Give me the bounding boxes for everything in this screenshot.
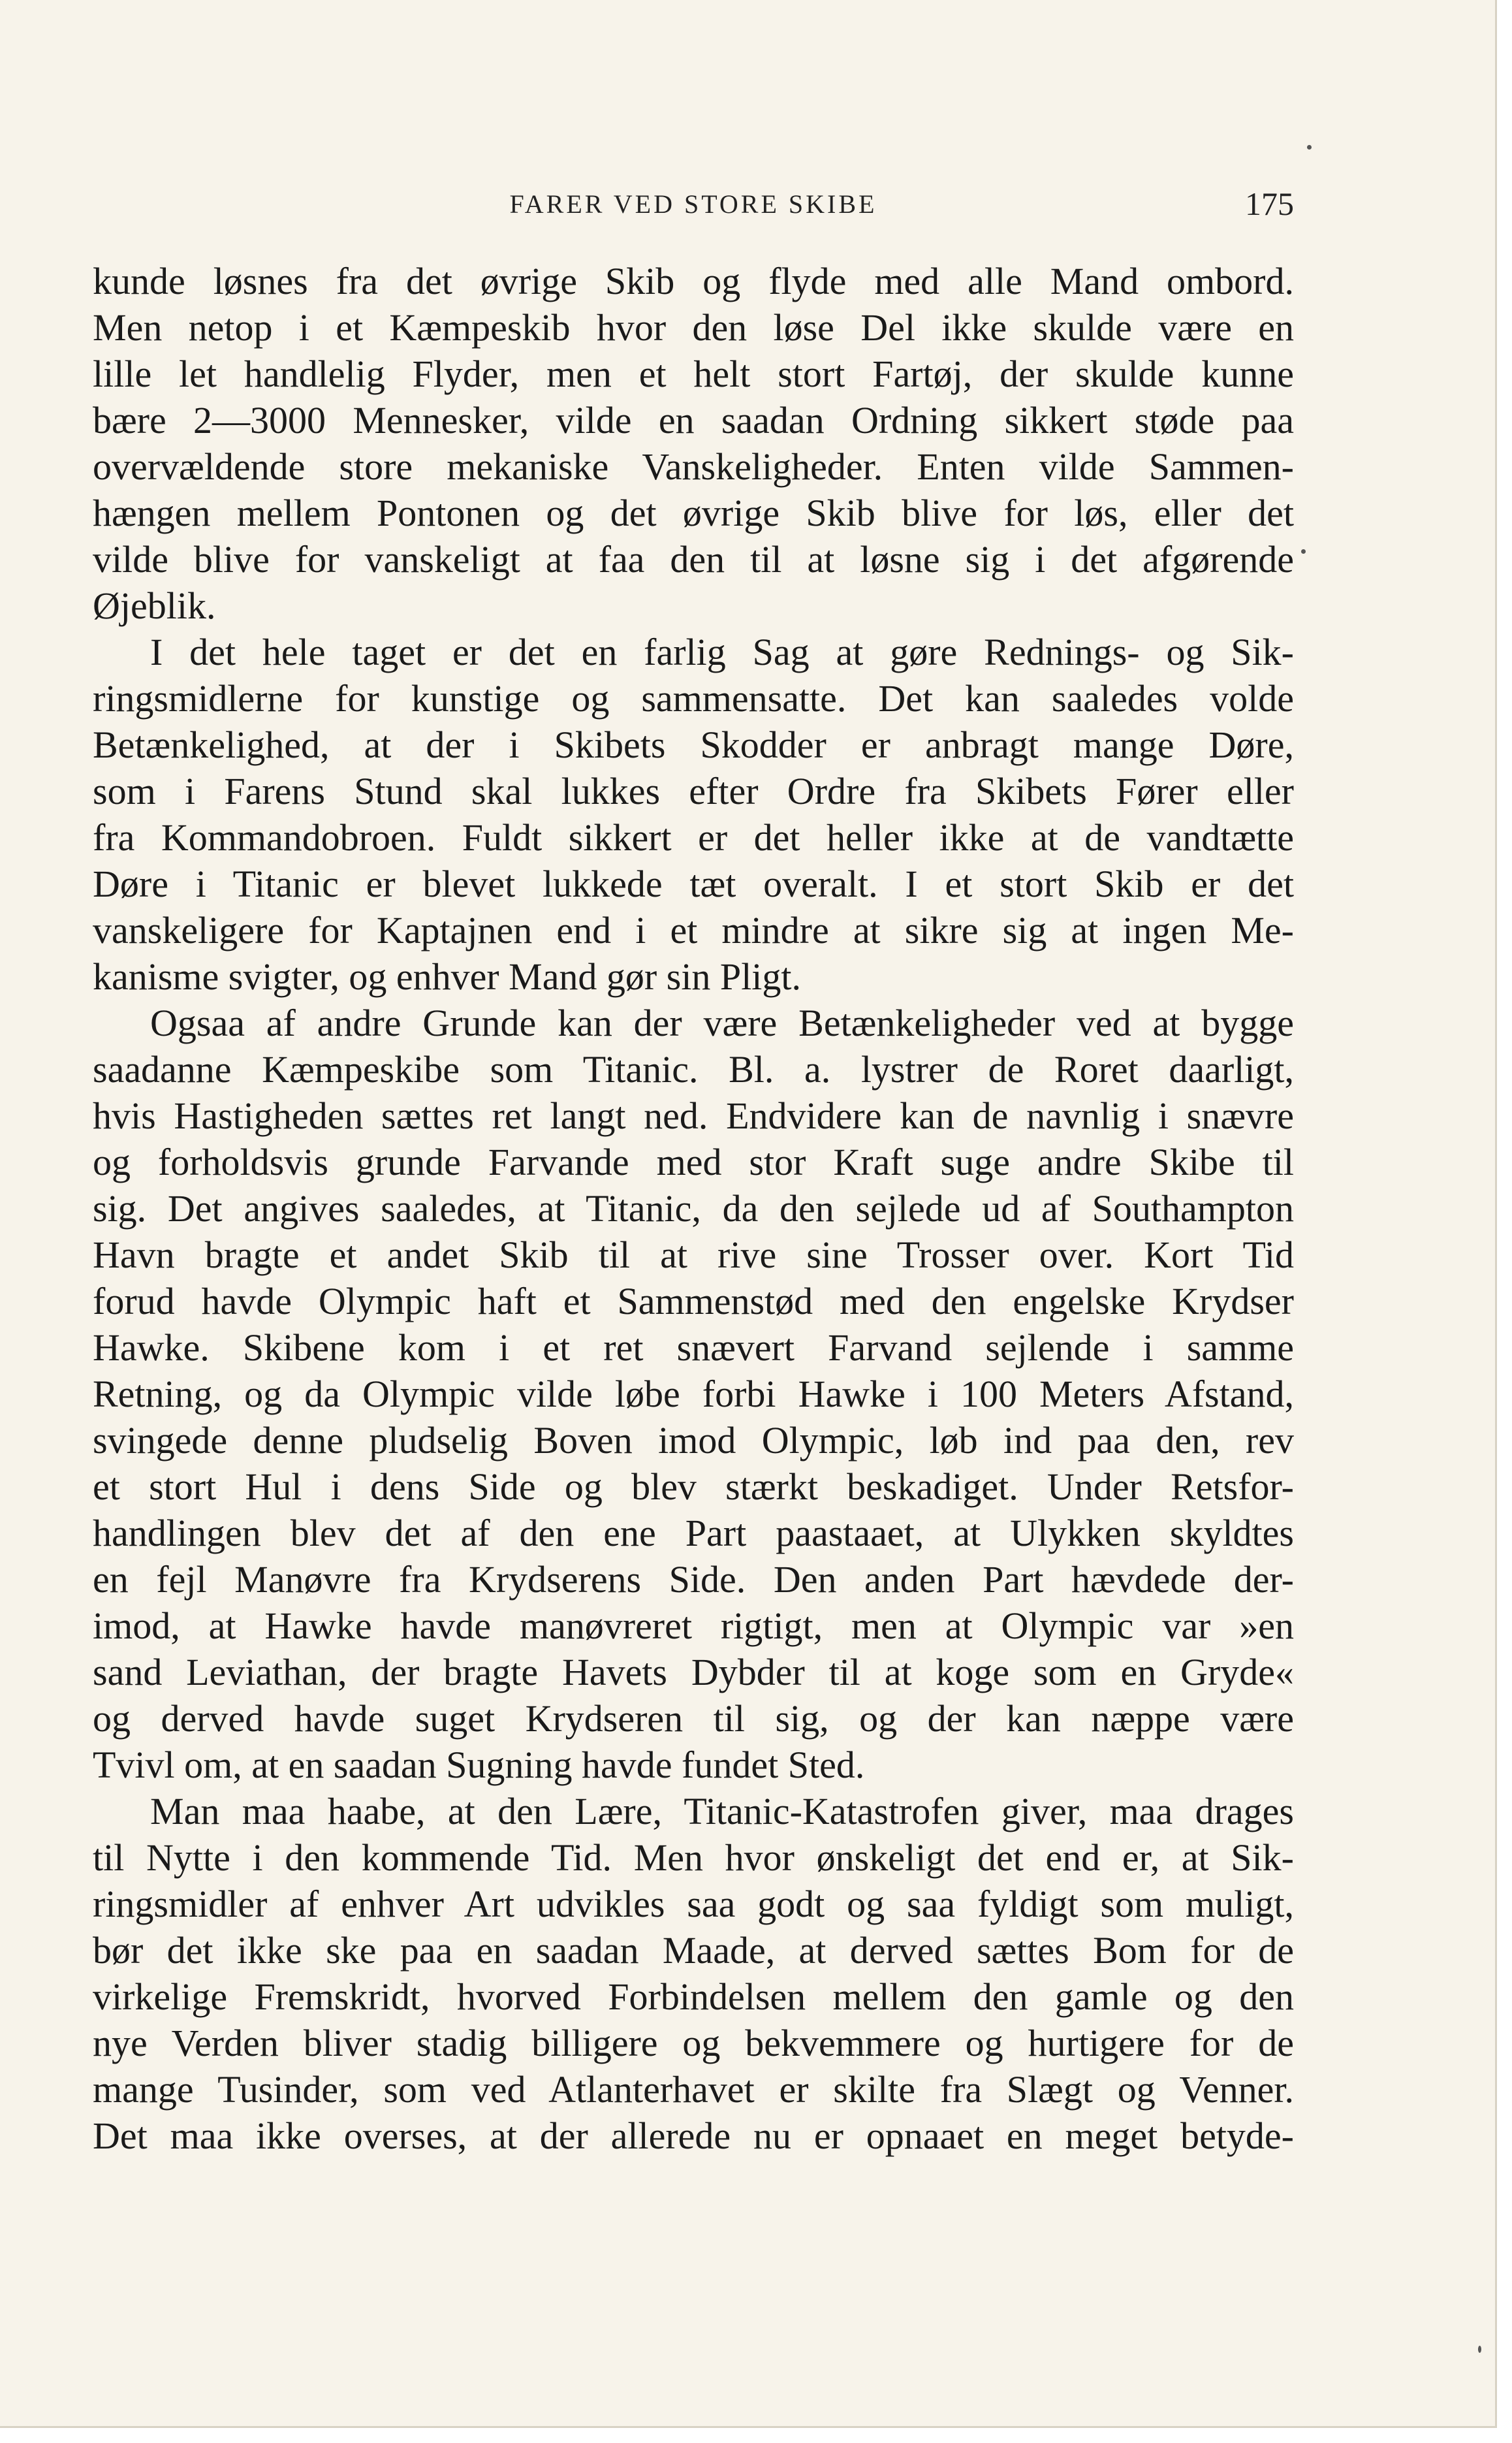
text-line: virkelige Fremskridt, hvorved Forbindelsen mellem den gamle og den xyxy=(93,1975,1294,2018)
page-number: 175 xyxy=(1245,185,1294,222)
text-line: kanisme svigter, og enhver Mand gør sin Pligt. xyxy=(93,955,802,998)
paragraph xyxy=(93,1788,1294,2159)
print-speck xyxy=(1307,145,1312,150)
print-speck xyxy=(1301,549,1306,554)
text-line: lille let handlelig Flyder, men et helt stort Fartøj, der skulde kunne xyxy=(93,353,1294,395)
text-line: sig. Det angives saaledes, at Titanic, da den sejlede ud af Southampton xyxy=(93,1187,1294,1230)
text-line: en fejl Manøvre fra Krydserens Side. Den anden Part hævdede der- xyxy=(93,1558,1294,1601)
text-line: og derved havde suget Krydseren til sig, og der kan næppe være xyxy=(93,1697,1294,1740)
text-line: mange Tusinder, som ved Atlanterhavet er skilte fra Slægt og Venner. xyxy=(93,2068,1294,2111)
text-line: Det maa ikke overses, at der allerede nu er opnaaet en meget betyde- xyxy=(93,2115,1294,2157)
text-line: til Nytte i den kommende Tid. Men hvor ønskeligt det end er, at Sik- xyxy=(93,1836,1294,1879)
text-line: kunde løsnes fra det øvrige Skib og flyde med alle Mand ombord. xyxy=(93,260,1294,302)
text-line: nye Verden bliver stadig billigere og bekvemmere og hurtigere for de xyxy=(93,2022,1294,2064)
text-line: Betænkelighed, at der i Skibets Skodder er anbragt mange Døre, xyxy=(93,724,1294,766)
paragraph xyxy=(93,258,1294,629)
running-title: FARER VED STORE SKIBE xyxy=(509,189,877,219)
text-line: et stort Hul i dens Side og blev stærkt beskadiget. Under Retsfor- xyxy=(93,1465,1294,1508)
text-line: sand Leviathan, der bragte Havets Dybder til at koge som en Gryde« xyxy=(93,1651,1294,1693)
paragraph xyxy=(93,1000,1294,1788)
text-line: forud havde Olympic haft et Sammenstød med den engelske Krydser xyxy=(93,1280,1294,1322)
paragraph xyxy=(93,629,1294,1000)
running-head xyxy=(93,185,1294,225)
text-line: svingede denne pludselig Boven imod Olympic, løb ind paa den, rev xyxy=(93,1419,1294,1461)
text-line: saadanne Kæmpeskibe som Titanic. Bl. a. lystrer de Roret daarligt, xyxy=(93,1048,1294,1091)
text-line: hængen mellem Pontonen og det øvrige Skib blive for løs, eller det xyxy=(93,492,1294,534)
text-line: Hawke. Skibene kom i et ret snævert Farvand sejlende i samme xyxy=(93,1326,1294,1369)
text-line: Tvivl om, at en saadan Sugning havde fundet Sted. xyxy=(93,1744,865,1786)
text-line: som i Farens Stund skal lukkes efter Ordre fra Skibets Fører eller xyxy=(93,770,1294,812)
text-line: Men netop i et Kæmpeskib hvor den løse Del ikke skulde være en xyxy=(93,306,1294,349)
text-line: I det hele taget er det en farlig Sag at gøre Rednings- og Sik- xyxy=(150,631,1294,673)
text-line: Man maa haabe, at den Lære, Titanic-Katastrofen giver, maa drages xyxy=(150,1790,1294,1832)
text-line: vanskeligere for Kaptajnen end i et mindre at sikre sig at ingen Me- xyxy=(93,909,1294,951)
text-line: Ogsaa af andre Grunde kan der være Betænkeligheder ved at bygge xyxy=(150,1002,1294,1044)
text-line: ringsmidler af enhver Art udvikles saa godt og saa fyldigt som muligt, xyxy=(93,1883,1294,1925)
body-text xyxy=(93,258,1294,2159)
text-line: handlingen blev det af den ene Part paastaaet, at Ulykken skyldtes xyxy=(93,1512,1294,1554)
text-line: Øjeblik. xyxy=(93,584,216,627)
print-speck xyxy=(1478,2346,1481,2353)
text-line: vilde blive for vanskeligt at faa den til at løsne sig i det afgørende xyxy=(93,538,1294,581)
text-line: Retning, og da Olympic vilde løbe forbi Hawke i 100 Meters Afstand, xyxy=(93,1373,1294,1415)
text-line: hvis Hastigheden sættes ret langt ned. Endvidere kan de navnlig i snævre xyxy=(93,1094,1294,1137)
text-line: fra Kommandobroen. Fuldt sikkert er det heller ikke at de vandtætte xyxy=(93,816,1294,859)
text-line: imod, at Hawke havde manøvreret rigtigt, men at Olympic var »en xyxy=(93,1605,1294,1647)
text-line: bør det ikke ske paa en saadan Maade, at derved sættes Bom for de xyxy=(93,1929,1294,1972)
text-line: og forholdsvis grunde Farvande med stor Kraft suge andre Skibe til xyxy=(93,1141,1294,1183)
text-line: overvældende store mekaniske Vanskeligheder. Enten vilde Sammen- xyxy=(93,445,1294,488)
text-line: ringsmidlerne for kunstige og sammensatte. Det kan saaledes volde xyxy=(93,677,1294,720)
text-line: bære 2—3000 Mennesker, vilde en saadan Ordning sikkert støde paa xyxy=(93,399,1294,441)
text-line: Havn bragte et andet Skib til at rive sine Trosser over. Kort Tid xyxy=(93,1234,1294,1276)
text-line: Døre i Titanic er blevet lukkede tæt overalt. I et stort Skib er det xyxy=(93,863,1294,905)
